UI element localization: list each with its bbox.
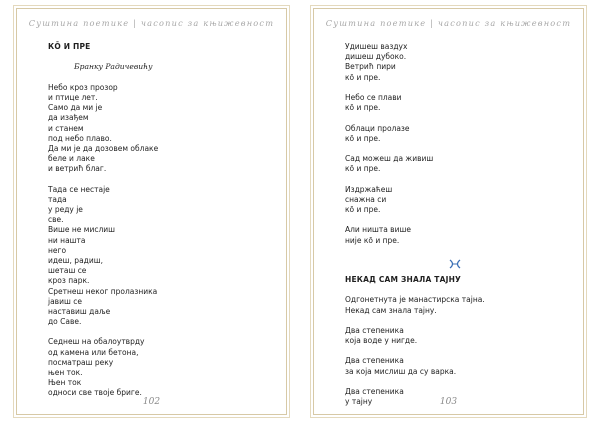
poem-line: која воде у нигде. (345, 336, 418, 346)
poem-line: Удишеш ваздух (345, 42, 408, 51)
poem-line: снажна си (345, 194, 387, 204)
poem-line: од камена или бетона, (48, 347, 139, 357)
poem-line: под небо плаво. (48, 133, 112, 143)
poem-line: Седнеш на обалоутврду (48, 337, 145, 347)
poem-line: Два степеника (345, 356, 404, 366)
poem-line: него (48, 245, 67, 255)
poem-line: беле и лаке (48, 154, 95, 164)
poem-line: Облаци пролазе (345, 123, 410, 133)
poem-line: ко̄ и пре. (345, 133, 381, 143)
poem-line: да изађем (48, 113, 89, 123)
poem-title: КО̄ И ПРЕ (48, 42, 91, 51)
right-page-body (345, 42, 573, 407)
poem-line: Више не мислиш (48, 225, 115, 235)
page-number: 103 (439, 397, 458, 407)
poem-line: Сад можеш да живиш (345, 154, 434, 164)
poem-line: у реду је (48, 205, 83, 214)
left-page (16, 8, 287, 415)
poem-line: ни нашта (48, 235, 86, 245)
poem-line: јавиш се (48, 296, 82, 306)
poem-line: дишеш дубоко. (345, 52, 407, 62)
poem-line: Ветриħ пири (345, 62, 396, 72)
left-page-body (48, 42, 276, 399)
poem-line: Али ништа више (345, 225, 411, 235)
poem-stanzas (48, 83, 276, 399)
right-page (313, 8, 584, 415)
poem-line: ко̄ и пре. (345, 205, 381, 214)
poem-line: њен ток. (48, 368, 83, 377)
poem-line: за која мислиш да су варка. (345, 366, 457, 376)
poem-line: није ко̄ и пре. (345, 235, 400, 245)
poem-line: Небо кроз прозор (48, 82, 118, 92)
poem-line: Сретнеш неког пролазника (48, 286, 158, 296)
poem-line: ко̄ и пре. (345, 164, 381, 174)
poem-line: у тајну (345, 397, 373, 407)
poem-line: ко̄ и пре. (345, 103, 381, 113)
poem-line: тада (48, 194, 67, 204)
poem-line: односи све твоје бриге. (48, 388, 142, 398)
poem-line: Издржаћеш (345, 184, 393, 194)
poem-title: НЕКАД САМ ЗНАЛА ТАЈНУ (345, 274, 462, 284)
poem-line: све. (48, 215, 64, 225)
poem-line: Њен ток (48, 378, 82, 388)
poem-line: посматраш реку (48, 357, 114, 367)
poem-line: идеш, радиш, (48, 255, 103, 265)
poem-line: до Саве. (48, 317, 82, 327)
poem-line: и станем (48, 123, 84, 133)
poem-line: Да ми је да дозовем облаке (48, 143, 159, 153)
poem-line: Одгонетнута је манастирска тајна. (345, 295, 485, 305)
poem-line: наставиш даље (48, 306, 111, 316)
poem-line: Тада се нестаје (48, 184, 110, 194)
poem-line: Небо се плави (345, 92, 402, 102)
poem-line: Два степеника (345, 387, 404, 396)
poem-line: кроз парк. (48, 276, 90, 286)
poem-line: шеташ се (48, 266, 87, 276)
poem-stanzas (345, 42, 573, 256)
poem-line: ко̄ и пре. (345, 72, 381, 82)
poem-line: Само да ми је (48, 103, 103, 113)
poem-stanzas (345, 295, 573, 407)
page-number: 102 (142, 397, 161, 407)
running-header: Суштина поетике | часопис за књижевност (28, 18, 275, 28)
running-header: Суштина поетике | часопис за књижевност (325, 18, 572, 28)
poem-line: Некад сам знала тајну. (345, 305, 437, 315)
poem-line: и ветриħ благ. (48, 164, 107, 174)
poem-line: Два степеника (345, 325, 404, 335)
poem-line: и птице лет. (48, 92, 98, 102)
poem-dedication: Бранку Радичевићу (74, 62, 153, 72)
